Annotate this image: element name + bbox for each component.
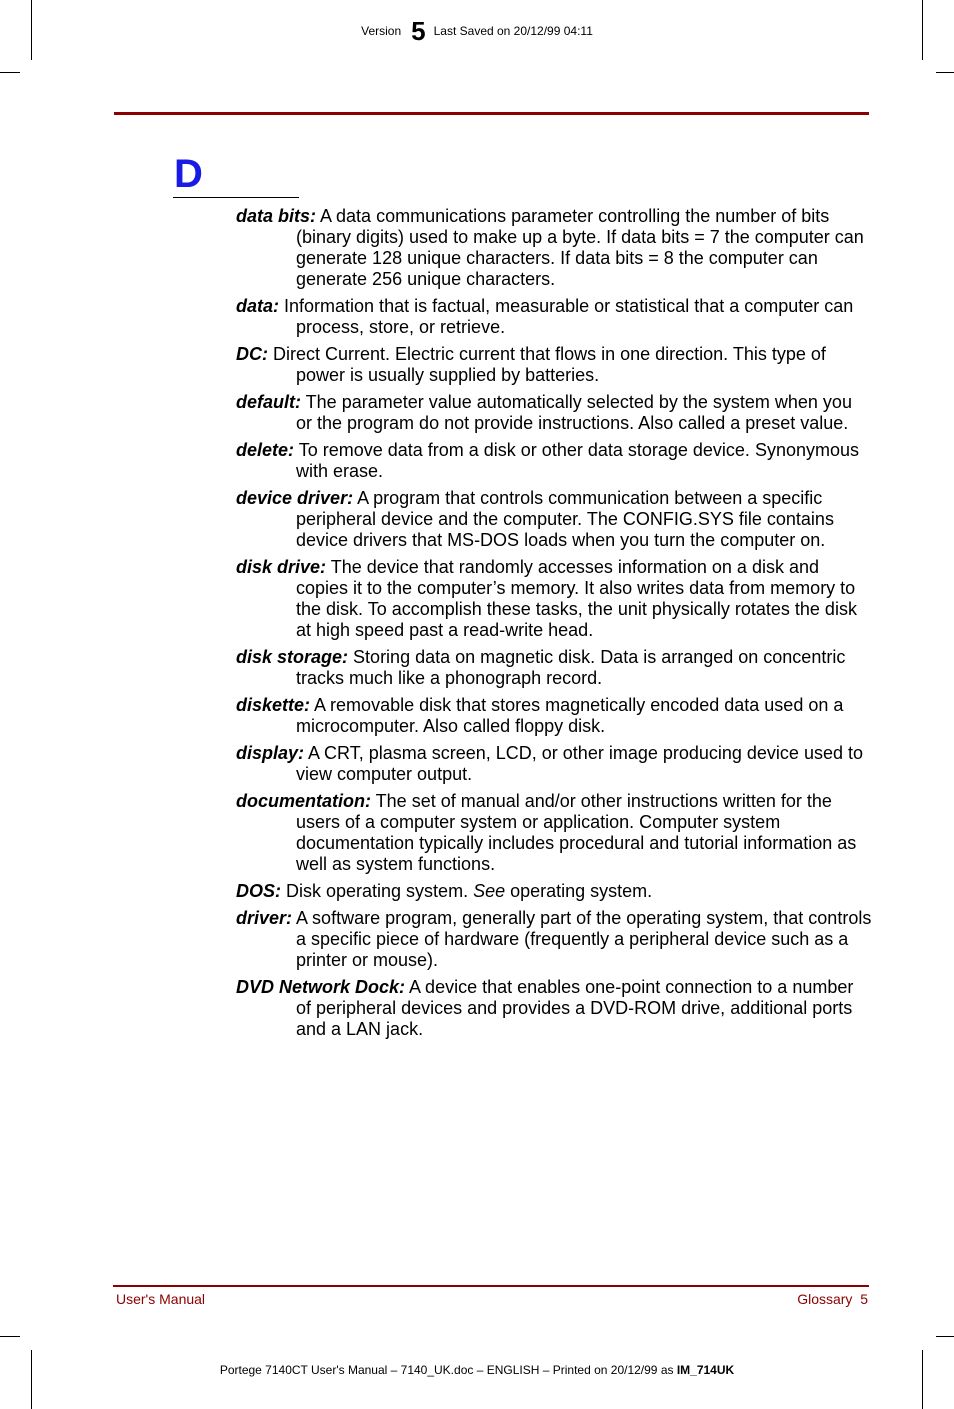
crop-mark	[936, 72, 954, 73]
glossary-definition: Storing data on magnetic disk. Data is arranged on concentric tracks much like a phonograph record.	[296, 647, 846, 688]
crop-mark	[922, 1350, 923, 1409]
glossary-entry	[236, 977, 872, 1040]
glossary-definition: The device that randomly accesses information on a disk and copies it to the computer’s memory. It also writes data from memory to the disk. To accomplish these tasks, the unit physically rotates the disk at high speed past a read-write head.	[296, 557, 857, 640]
glossary-definition: Disk operating system.	[281, 881, 474, 901]
footer-page-label: Glossary 5	[797, 1291, 868, 1307]
glossary-term: device driver:	[236, 488, 354, 508]
glossary-definition: The set of manual and/or other instructions written for the users of a computer system or application. Computer system documentation typically includes procedural and tutorial information as well as system functions.	[296, 791, 857, 874]
glossary-entry	[236, 791, 872, 875]
glossary-definition: Information that is factual, measurable or statistical that a computer can process, store, or retrieve.	[279, 296, 854, 337]
glossary-term: display:	[236, 743, 305, 763]
footer-manual-title: User's Manual	[116, 1291, 206, 1307]
section-underline	[173, 197, 299, 198]
glossary-term: disk storage:	[236, 647, 349, 667]
glossary-entry	[236, 440, 872, 482]
glossary-definition: A software program, generally part of the operating system, that controls a specific piece of hardware (frequently a peripheral device such as a printer or mouse).	[292, 908, 872, 970]
version-header	[0, 18, 954, 44]
print-info-code: IM_714UK	[676, 1363, 735, 1377]
glossary-definition: A data communications parameter controlling the number of bits (binary digits) used to make up a byte. If data bits = 7 the computer can generate 128 unique characters. If data bits = 8 the computer can generate 256 unique characters.	[296, 206, 864, 289]
glossary-term: DOS:	[236, 881, 281, 901]
print-info-text: Portege 7140CT User's Manual – 7140_UK.doc – ENGLISH – Printed on 20/12/99 as	[219, 1363, 677, 1377]
glossary-entry	[236, 743, 872, 785]
glossary-entry	[236, 392, 872, 434]
glossary-entry	[236, 488, 872, 551]
glossary-entry	[236, 344, 872, 386]
glossary-term: diskette:	[236, 695, 311, 715]
glossary-list	[236, 206, 872, 1046]
glossary-term: driver:	[236, 908, 293, 928]
crop-mark	[0, 1336, 20, 1337]
bottom-rule	[113, 1285, 869, 1287]
glossary-entry	[236, 881, 872, 902]
section-letter: D	[174, 152, 203, 196]
glossary-entry	[236, 908, 872, 971]
glossary-term: documentation:	[236, 791, 371, 811]
glossary-definition: A removable disk that stores magnetically encoded data used on a microcomputer. Also called floppy disk.	[296, 695, 844, 736]
glossary-definition: A device that enables one-point connection to a number of peripheral devices and provides a DVD-ROM drive, additional ports and a LAN jack.	[296, 977, 854, 1039]
glossary-definition: A program that controls communication between a specific peripheral device and the computer. The CONFIG.SYS file contains device drivers that MS-DOS loads when you turn the computer on.	[296, 488, 834, 550]
glossary-definition: The parameter value automatically selected by the system when you or the program do not provide instructions. Also called a preset value.	[296, 392, 852, 433]
glossary-term: data:	[236, 296, 280, 316]
glossary-term: data bits:	[236, 206, 317, 226]
see-reference: See	[473, 881, 506, 901]
glossary-entry	[236, 647, 872, 689]
top-rule	[114, 112, 869, 115]
glossary-definition: Direct Current. Electric current that flows in one direction. This type of power is usually supplied by batteries.	[268, 344, 826, 385]
glossary-definition: A CRT, plasma screen, LCD, or other image producing device used to view computer output.	[296, 743, 863, 784]
version-label: Version	[361, 24, 402, 38]
crop-mark	[0, 72, 20, 73]
last-saved: Last Saved on 20/12/99 04:11	[433, 24, 593, 38]
glossary-entry	[236, 557, 872, 641]
glossary-definition: To remove data from a disk or other data storage device. Synonymous with erase.	[294, 440, 859, 481]
print-info	[0, 1363, 954, 1377]
glossary-term: DC:	[236, 344, 268, 364]
version-number: 5	[411, 16, 426, 46]
glossary-term: disk drive:	[236, 557, 327, 577]
glossary-term: delete:	[236, 440, 295, 460]
crop-mark	[31, 1350, 32, 1409]
crop-mark	[936, 1336, 954, 1337]
glossary-term: DVD Network Dock:	[236, 977, 406, 997]
glossary-entry	[236, 296, 872, 338]
glossary-term: default:	[236, 392, 301, 412]
see-target: operating system.	[505, 881, 653, 901]
glossary-entry	[236, 695, 872, 737]
glossary-entry	[236, 206, 872, 290]
